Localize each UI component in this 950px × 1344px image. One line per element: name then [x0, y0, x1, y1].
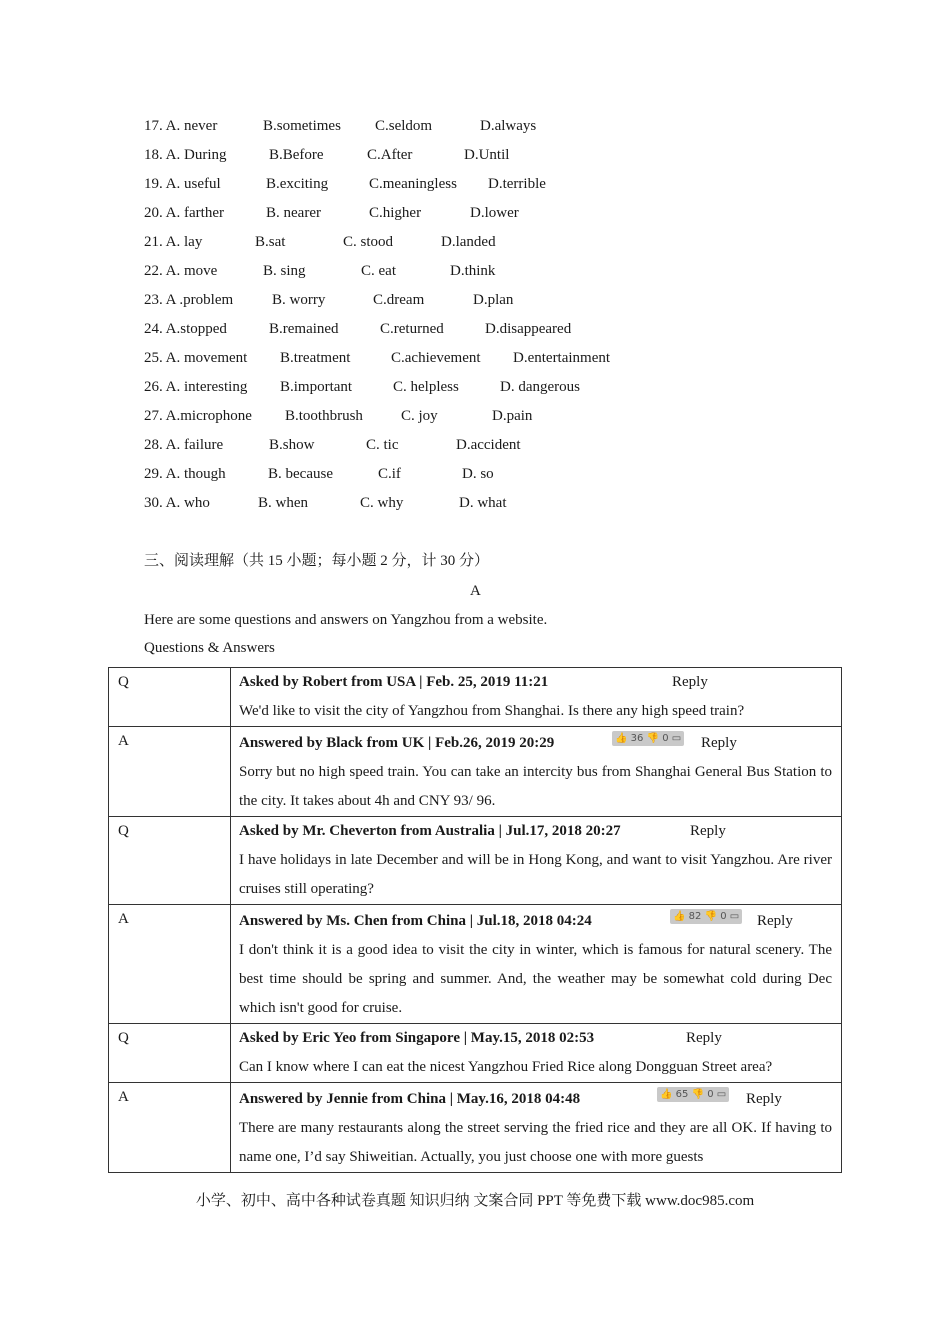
- qa-heading: Questions & Answers: [144, 640, 275, 656]
- table-row: [109, 727, 842, 817]
- qa-table: [108, 667, 842, 1173]
- row-tag: A: [109, 905, 231, 1024]
- option-d: D.landed: [441, 234, 496, 250]
- post-header: [239, 1085, 832, 1114]
- comment-icon[interactable]: ▭: [729, 911, 740, 922]
- row-body: [231, 905, 842, 1024]
- post-author: Asked by Mr. Cheverton from Australia | Jul.17, 2018 20:27: [239, 823, 621, 839]
- thumbs-up-icon[interactable]: 👍: [660, 1089, 673, 1100]
- vote-widget[interactable]: [657, 1087, 729, 1102]
- reply-link[interactable]: Reply: [690, 823, 726, 839]
- section-title: 三、阅读理解（共 15 小题；每小题 2 分，计 30 分）: [144, 553, 490, 569]
- table-row: [109, 905, 842, 1024]
- thumbs-down-icon[interactable]: 👎: [704, 911, 718, 922]
- option-d: D.plan: [473, 292, 514, 308]
- thumbs-up-icon[interactable]: 👍: [673, 911, 686, 922]
- post-text: There are many restaurants along the street serving the fried rice and they are all OK. If having to name one, I’d say Shiweitian. Actually, you just choose one with more guests: [239, 1120, 832, 1165]
- option-a: 22. A. move: [144, 263, 218, 279]
- reply-link[interactable]: Reply: [701, 735, 737, 751]
- post-author: Asked by Eric Yeo from Singapore | May.15, 2018 02:53: [239, 1030, 595, 1046]
- row-body: [231, 1024, 842, 1083]
- option-d: D.Until: [464, 147, 510, 163]
- post-author: Asked by Robert from USA | Feb. 25, 2019 11:21: [239, 674, 549, 690]
- thumbs-up-icon[interactable]: 👍: [615, 733, 628, 744]
- option-b: B. nearer: [266, 205, 321, 221]
- post-header: [239, 729, 832, 758]
- like-count: 36: [630, 733, 644, 744]
- post-text: I have holidays in late December and will be in Hong Kong, and want to visit Yangzhou. Are river cruises still operating?: [239, 852, 832, 897]
- option-c: C. why: [360, 495, 404, 511]
- option-a: 30. A. who: [144, 495, 210, 511]
- row-body: [231, 817, 842, 905]
- option-a: 27. A.microphone: [144, 408, 252, 424]
- post-author: Answered by Jennie from China | May.16, 2018 04:48: [239, 1091, 581, 1107]
- option-c: C. tic: [366, 437, 399, 453]
- like-count: 65: [675, 1089, 689, 1100]
- option-d: D.always: [480, 118, 537, 134]
- option-c: C.seldom: [375, 118, 433, 134]
- option-d: D.disappeared: [485, 321, 572, 337]
- reply-link[interactable]: Reply: [672, 674, 708, 690]
- thumbs-down-icon[interactable]: 👎: [646, 733, 660, 744]
- option-a: 23. A .problem: [144, 292, 234, 308]
- option-c: C.meaningless: [369, 176, 457, 192]
- option-a: 19. A. useful: [144, 176, 221, 192]
- option-b: B.Before: [269, 147, 324, 163]
- option-c: C.After: [367, 147, 413, 163]
- row-tag: Q: [109, 1024, 231, 1083]
- option-a: 28. A. failure: [144, 437, 224, 453]
- post-header: [239, 668, 832, 697]
- table-row: [109, 1024, 842, 1083]
- option-a: 25. A. movement: [144, 350, 248, 366]
- option-c: C. stood: [343, 234, 394, 250]
- row-tag: Q: [109, 817, 231, 905]
- post-text: We'd like to visit the city of Yangzhou from Shanghai. Is there any high speed train?: [239, 703, 745, 719]
- post-text: Sorry but no high speed train. You can take an intercity bus from Shanghai General Bus Station to the city. It takes about 4h and CNY 93/ 96.: [239, 764, 832, 809]
- reply-link[interactable]: Reply: [686, 1030, 722, 1046]
- option-b: B. worry: [272, 292, 326, 308]
- option-a: 24. A.stopped: [144, 321, 227, 337]
- option-d: D. dangerous: [500, 379, 580, 395]
- page-footer: 小学、初中、高中各种试卷真题 知识归纳 文案合同 PPT 等免费下载 www.doc985.com: [195, 1193, 755, 1209]
- post-header: [239, 817, 832, 846]
- option-a: 26. A. interesting: [144, 379, 248, 395]
- option-b: B.sat: [255, 234, 286, 250]
- option-b: B.show: [269, 437, 315, 453]
- option-b: B. sing: [263, 263, 306, 279]
- post-header: [239, 907, 832, 936]
- option-c: C. joy: [401, 408, 438, 424]
- option-d: D.lower: [470, 205, 519, 221]
- vote-widget[interactable]: [670, 909, 742, 924]
- option-a: 29. A. though: [144, 466, 226, 482]
- post-header: [239, 1024, 832, 1053]
- option-b: B. because: [268, 466, 333, 482]
- thumbs-down-icon[interactable]: 👎: [691, 1089, 705, 1100]
- option-a: 17. A. never: [144, 118, 218, 134]
- row-body: [231, 1083, 842, 1173]
- option-c: C. eat: [361, 263, 396, 279]
- option-c: C.returned: [380, 321, 444, 337]
- dislike-count: 0: [707, 1089, 714, 1100]
- option-b: B. when: [258, 495, 308, 511]
- post-text: I don't think it is a good idea to visit the city in winter, which is famous for natural scenery. The best time should be spring and summer. And, the weather may be somewhat cold during Dec which isn't good for cruise.: [239, 942, 832, 1016]
- comment-icon[interactable]: ▭: [671, 733, 682, 744]
- row-tag: Q: [109, 668, 231, 727]
- option-d: D.pain: [492, 408, 533, 424]
- reply-link[interactable]: Reply: [746, 1091, 782, 1107]
- dislike-count: 0: [662, 733, 669, 744]
- passage-label: A: [470, 583, 481, 599]
- option-c: C.higher: [369, 205, 422, 221]
- post-text: Can I know where I can eat the nicest Yangzhou Fried Rice along Dongguan Street area?: [239, 1059, 773, 1075]
- row-tag: A: [109, 1083, 231, 1173]
- comment-icon[interactable]: ▭: [716, 1089, 727, 1100]
- option-b: B.sometimes: [263, 118, 341, 134]
- option-d: D. what: [459, 495, 507, 511]
- option-a: 21. A. lay: [144, 234, 203, 250]
- option-d: D.terrible: [488, 176, 546, 192]
- like-count: 82: [688, 911, 702, 922]
- option-b: B.important: [280, 379, 353, 395]
- table-row: [109, 1083, 842, 1173]
- option-d: D. so: [462, 466, 494, 482]
- vote-widget[interactable]: [612, 731, 684, 746]
- row-body: [231, 727, 842, 817]
- reply-link[interactable]: Reply: [757, 913, 793, 929]
- option-c: C.dream: [373, 292, 425, 308]
- option-b: B.toothbrush: [285, 408, 363, 424]
- option-a: 18. A. During: [144, 147, 227, 163]
- row-tag: A: [109, 727, 231, 817]
- option-d: D.think: [450, 263, 496, 279]
- option-c: C.achievement: [391, 350, 481, 366]
- table-row: [109, 668, 842, 727]
- option-b: B.remained: [269, 321, 339, 337]
- option-b: B.treatment: [280, 350, 351, 366]
- dislike-count: 0: [720, 911, 727, 922]
- option-d: D.entertainment: [513, 350, 611, 366]
- row-body: [231, 668, 842, 727]
- option-c: C.if: [378, 466, 401, 482]
- option-a: 20. A. farther: [144, 205, 224, 221]
- option-b: B.exciting: [266, 176, 329, 192]
- option-c: C. helpless: [393, 379, 459, 395]
- option-d: D.accident: [456, 437, 521, 453]
- post-author: Answered by Ms. Chen from China | Jul.18, 2018 04:24: [239, 913, 592, 929]
- post-author: Answered by Black from UK | Feb.26, 2019 20:29: [239, 735, 555, 751]
- passage-intro: Here are some questions and answers on Yangzhou from a website.: [144, 612, 548, 628]
- table-row: [109, 817, 842, 905]
